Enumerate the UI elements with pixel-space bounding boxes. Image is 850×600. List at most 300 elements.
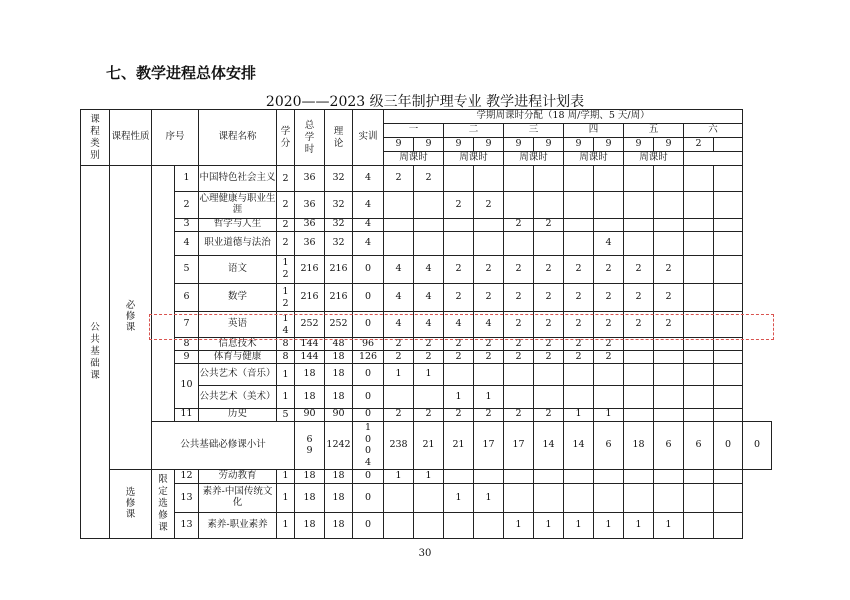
week-hours [684, 364, 714, 386]
course-name: 劳动教育 [199, 470, 277, 484]
week-hours [714, 484, 743, 512]
week-hours: 2 [534, 218, 564, 231]
week-hours: 2 [444, 283, 474, 311]
week-hours [474, 218, 504, 231]
week-hours [684, 386, 714, 408]
subtotal-week: 6 [594, 421, 624, 470]
credit-value: 2 [282, 199, 289, 211]
week-hours [414, 218, 444, 231]
week-hours: 4 [414, 255, 444, 283]
header-name: 课程名称 [199, 110, 277, 166]
weeks-cell [714, 138, 743, 152]
week-hours: 2 [414, 166, 444, 192]
weeks-cell: 9 [624, 138, 654, 152]
course-name: 哲学与人生 [199, 218, 277, 231]
subtotal-week: 14 [534, 421, 564, 470]
credit-value: 8 [282, 351, 289, 363]
section-heading: 七、教学进程总体安排 [106, 64, 257, 82]
semester-4: 四 [564, 124, 624, 138]
week-hours: 1 [594, 408, 624, 421]
seq-cell: 12 [175, 470, 199, 484]
credit-value: 2 [282, 237, 289, 249]
week-hours: 2 [534, 408, 564, 421]
week-hours [714, 166, 743, 192]
week-label: 周课时 [504, 152, 564, 166]
week-hours: 1 [564, 512, 594, 538]
practice-hours: 0 [353, 312, 384, 338]
week-hours [624, 386, 654, 408]
week-hours: 2 [444, 408, 474, 421]
seq-cell: 9 [175, 351, 199, 364]
week-hours: 2 [474, 351, 504, 364]
elective-row [81, 484, 772, 512]
week-hours [564, 386, 594, 408]
theory-hours: 216 [325, 283, 353, 311]
elective-row [81, 512, 772, 538]
week-hours: 2 [474, 283, 504, 311]
subtotal-week: 21 [444, 421, 474, 470]
nature-elective-label: 选修课 [125, 486, 136, 520]
week-hours [714, 255, 743, 283]
nature-required [110, 166, 152, 470]
table-row [81, 351, 772, 364]
week-hours [624, 166, 654, 192]
week-hours [594, 218, 624, 231]
subtotal-theory [353, 421, 384, 470]
week-hours [714, 386, 743, 408]
week-hours: 1 [444, 386, 474, 408]
theory-hours: 18 [325, 484, 353, 512]
nature-elective [110, 470, 152, 539]
credit-value: 2 [282, 218, 289, 230]
week-hours [504, 231, 534, 255]
week-hours [654, 192, 684, 218]
practice-hours: 4 [353, 192, 384, 218]
week-hours: 2 [474, 255, 504, 283]
practice-hours: 4 [353, 218, 384, 231]
week-hours [714, 512, 743, 538]
week-hours: 2 [414, 408, 444, 421]
week-hours: 1 [444, 484, 474, 512]
course-name: 公共艺术（音乐） [199, 364, 277, 386]
week-hours [684, 470, 714, 484]
week-hours [654, 218, 684, 231]
week-hours [684, 166, 714, 192]
theory-hours: 252 [325, 312, 353, 338]
week-hours: 2 [384, 351, 414, 364]
practice-hours: 0 [353, 512, 384, 538]
semester-3: 三 [504, 124, 564, 138]
week-hours [564, 218, 594, 231]
week-hours [624, 218, 654, 231]
week-hours [684, 408, 714, 421]
week-hours [684, 255, 714, 283]
week-hours: 1 [534, 512, 564, 538]
semester-2: 二 [444, 124, 504, 138]
weeks-cell: 9 [594, 138, 624, 152]
credit-cell: 1 [277, 484, 295, 512]
week-hours: 2 [504, 255, 534, 283]
total-hours: 18 [295, 512, 325, 538]
week-hours [504, 484, 534, 512]
credit-cell [277, 351, 295, 364]
subtotal-week: 0 [743, 421, 772, 470]
credit-cell [277, 218, 295, 231]
weeks-cell: 9 [654, 138, 684, 152]
week-hours: 2 [594, 283, 624, 311]
week-hours [384, 386, 414, 408]
week-hours [714, 338, 743, 351]
table-row [81, 255, 772, 283]
week-hours [624, 408, 654, 421]
practice-hours: 0 [353, 255, 384, 283]
week-hours [654, 364, 684, 386]
seq-cell: 6 [175, 283, 199, 311]
week-hours: 4 [414, 312, 444, 338]
credit-cell [277, 338, 295, 351]
theory-hours: 18 [325, 512, 353, 538]
week-hours: 1 [564, 408, 594, 421]
week-hours [714, 192, 743, 218]
week-hours: 2 [444, 255, 474, 283]
table-row [81, 364, 772, 386]
header-seq: 序号 [152, 110, 199, 166]
week-hours: 2 [534, 283, 564, 311]
seq-cell: 8 [175, 338, 199, 351]
credit-cell [277, 312, 295, 338]
weeks-cell: 9 [534, 138, 564, 152]
week-hours [414, 231, 444, 255]
week-hours: 1 [414, 364, 444, 386]
credit-cell [277, 364, 295, 386]
week-hours: 2 [534, 338, 564, 351]
week-hours [654, 470, 684, 484]
theory-hours: 18 [325, 351, 353, 364]
total-hours: 216 [295, 283, 325, 311]
subtotal-credit [295, 421, 325, 470]
week-hours [384, 231, 414, 255]
table-row [81, 408, 772, 421]
theory-hours: 32 [325, 192, 353, 218]
week-hours [444, 512, 474, 538]
week-hours: 4 [384, 255, 414, 283]
header-distribution: 学期周课时分配（18 周/学期、5 天/周） [384, 110, 743, 124]
practice-hours: 126 [353, 351, 384, 364]
theory-hours: 32 [325, 166, 353, 192]
total-hours: 36 [295, 231, 325, 255]
week-hours [534, 364, 564, 386]
table-row [81, 338, 772, 351]
week-hours: 2 [474, 192, 504, 218]
week-hours [624, 338, 654, 351]
credit-value: 1 [282, 391, 289, 403]
week-hours: 2 [654, 283, 684, 311]
week-hours: 4 [444, 312, 474, 338]
week-hours [714, 408, 743, 421]
week-hours [714, 312, 743, 338]
week-hours: 4 [474, 312, 504, 338]
practice-hours: 0 [353, 470, 384, 484]
week-hours [444, 218, 474, 231]
week-hours [384, 192, 414, 218]
weeks-cell: 9 [384, 138, 414, 152]
credit-value: 1 [282, 368, 289, 380]
week-hours [534, 231, 564, 255]
week-hours [594, 166, 624, 192]
week-hours [384, 484, 414, 512]
week-hours [624, 351, 654, 364]
week-hours: 2 [504, 218, 534, 231]
limited-elective-label: 限定选修课 [158, 474, 168, 533]
week-hours: 2 [384, 166, 414, 192]
week-hours [684, 484, 714, 512]
theory-hours: 216 [325, 255, 353, 283]
week-label: 周课时 [384, 152, 444, 166]
blank-cell [152, 166, 175, 421]
week-hours: 1 [474, 386, 504, 408]
course-name: 语文 [199, 255, 277, 283]
subtotal-theory-value: 1004 [364, 421, 372, 469]
week-hours [684, 231, 714, 255]
credit-cell: 1 [277, 470, 295, 484]
total-hours: 18 [295, 364, 325, 386]
credit-cell [277, 408, 295, 421]
week-hours: 2 [624, 283, 654, 311]
total-hours: 18 [295, 470, 325, 484]
header-credit: 学分 [277, 110, 295, 166]
week-hours [594, 386, 624, 408]
subtotal-week: 14 [564, 421, 594, 470]
table-row [81, 192, 772, 218]
week-hours [654, 351, 684, 364]
week-hours: 2 [504, 351, 534, 364]
week-hours [474, 166, 504, 192]
week-label: 周课时 [624, 152, 684, 166]
course-name: 信息技术 [199, 338, 277, 351]
week-hours [684, 512, 714, 538]
elective-row [81, 470, 772, 484]
seq-cell: 10 [175, 364, 199, 408]
course-name: 素养-中国传统文化 [199, 484, 277, 512]
category-public-label: 公共基础课 [90, 322, 100, 381]
week-hours [594, 192, 624, 218]
week-hours: 1 [594, 512, 624, 538]
week-hours: 2 [444, 338, 474, 351]
semester-5: 五 [624, 124, 684, 138]
week-hours [414, 192, 444, 218]
week-label-empty [684, 152, 743, 166]
theory-hours: 18 [325, 364, 353, 386]
table-row [81, 166, 772, 192]
week-hours: 2 [594, 338, 624, 351]
week-hours [414, 386, 444, 408]
credit-cell [277, 386, 295, 408]
header-category: 课程类别 [81, 110, 110, 166]
week-hours [594, 484, 624, 512]
week-hours [624, 484, 654, 512]
credit-value: 8 [282, 338, 289, 350]
week-hours [714, 364, 743, 386]
theory-hours: 18 [325, 386, 353, 408]
total-hours: 90 [295, 408, 325, 421]
week-label: 周课时 [444, 152, 504, 166]
practice-hours: 0 [353, 283, 384, 311]
course-name: 心理健康与职业生涯 [199, 192, 277, 218]
subtotal-week: 17 [504, 421, 534, 470]
week-hours: 2 [504, 312, 534, 338]
limited-elective [152, 470, 175, 539]
week-hours [504, 386, 534, 408]
week-hours: 2 [384, 408, 414, 421]
week-hours [564, 192, 594, 218]
total-hours: 36 [295, 218, 325, 231]
seq-cell: 3 [175, 218, 199, 231]
total-hours: 36 [295, 192, 325, 218]
week-hours [684, 218, 714, 231]
total-hours: 18 [295, 386, 325, 408]
seq-cell: 2 [175, 192, 199, 218]
course-name: 历史 [199, 408, 277, 421]
week-hours: 4 [594, 231, 624, 255]
week-hours [564, 166, 594, 192]
week-hours [714, 218, 743, 231]
credit-cell [277, 231, 295, 255]
week-hours [624, 364, 654, 386]
credit-cell [277, 255, 295, 283]
subtotal-week: 6 [684, 421, 714, 470]
week-hours [534, 192, 564, 218]
week-hours: 2 [564, 338, 594, 351]
week-hours: 2 [474, 408, 504, 421]
week-hours [384, 218, 414, 231]
week-hours: 2 [444, 192, 474, 218]
week-hours [564, 484, 594, 512]
course-name: 数学 [199, 283, 277, 311]
practice-hours: 96 [353, 338, 384, 351]
total-hours: 36 [295, 166, 325, 192]
week-hours: 2 [594, 255, 624, 283]
credit-cell: 1 [277, 512, 295, 538]
table-row [81, 283, 772, 311]
week-hours [534, 166, 564, 192]
week-hours [504, 470, 534, 484]
subtotal-week: 21 [414, 421, 444, 470]
week-hours [654, 166, 684, 192]
week-hours: 1 [624, 512, 654, 538]
subtotal-week: 18 [624, 421, 654, 470]
week-hours [534, 484, 564, 512]
week-hours: 4 [384, 283, 414, 311]
header-practice: 实训 [353, 110, 384, 166]
nature-required-label: 必修课 [125, 300, 136, 334]
week-hours [504, 166, 534, 192]
course-name: 体育与健康 [199, 351, 277, 364]
week-hours: 1 [414, 470, 444, 484]
week-hours [624, 231, 654, 255]
week-hours: 2 [534, 255, 564, 283]
week-hours [684, 351, 714, 364]
week-hours [684, 312, 714, 338]
week-hours: 1 [384, 470, 414, 484]
week-hours: 2 [624, 312, 654, 338]
credit-value: 5 [282, 408, 289, 420]
total-hours: 18 [295, 484, 325, 512]
subtotal-practice: 238 [384, 421, 414, 470]
week-hours [624, 470, 654, 484]
seq-cell: 13 [175, 512, 199, 538]
week-hours: 1 [474, 484, 504, 512]
week-hours [714, 231, 743, 255]
credit-value: 12 [282, 257, 289, 281]
week-hours [654, 386, 684, 408]
week-hours: 2 [384, 338, 414, 351]
week-hours [444, 166, 474, 192]
week-hours [654, 231, 684, 255]
practice-hours: 0 [353, 408, 384, 421]
practice-hours: 4 [353, 231, 384, 255]
seq-cell: 11 [175, 408, 199, 421]
weeks-cell: 9 [444, 138, 474, 152]
week-hours: 2 [624, 255, 654, 283]
week-hours [504, 364, 534, 386]
week-hours [534, 386, 564, 408]
week-hours: 1 [504, 512, 534, 538]
week-hours [654, 338, 684, 351]
week-hours: 2 [444, 351, 474, 364]
category-public [81, 166, 110, 539]
week-hours [594, 364, 624, 386]
week-hours: 2 [534, 312, 564, 338]
subtotal-week: 17 [474, 421, 504, 470]
credit-value: 14 [282, 312, 289, 336]
week-hours [384, 512, 414, 538]
practice-hours: 0 [353, 364, 384, 386]
total-hours: 144 [295, 338, 325, 351]
week-hours [444, 364, 474, 386]
week-hours: 2 [564, 255, 594, 283]
table-row [81, 231, 772, 255]
practice-hours: 4 [353, 166, 384, 192]
week-hours [474, 231, 504, 255]
week-hours [474, 470, 504, 484]
week-hours [474, 512, 504, 538]
week-hours [564, 470, 594, 484]
semester-1: 一 [384, 124, 444, 138]
week-hours: 2 [414, 351, 444, 364]
week-hours: 2 [534, 351, 564, 364]
seq-cell: 7 [175, 312, 199, 338]
week-hours [684, 338, 714, 351]
weeks-cell: 9 [414, 138, 444, 152]
total-hours: 252 [295, 312, 325, 338]
theory-hours: 32 [325, 231, 353, 255]
table-title: 2020——2023 级三年制护理专业 教学进程计划表 [265, 94, 585, 110]
teaching-plan-table [80, 109, 772, 539]
total-hours: 216 [295, 255, 325, 283]
course-name: 职业道德与法治 [199, 231, 277, 255]
week-hours [474, 364, 504, 386]
week-hours: 2 [414, 338, 444, 351]
course-name: 英语 [199, 312, 277, 338]
subtotal-total: 1242 [325, 421, 353, 470]
week-hours [534, 470, 564, 484]
week-hours: 4 [384, 312, 414, 338]
week-label: 周课时 [564, 152, 624, 166]
subtotal-row [81, 421, 772, 470]
week-hours [564, 231, 594, 255]
week-hours [624, 192, 654, 218]
week-hours: 2 [654, 312, 684, 338]
